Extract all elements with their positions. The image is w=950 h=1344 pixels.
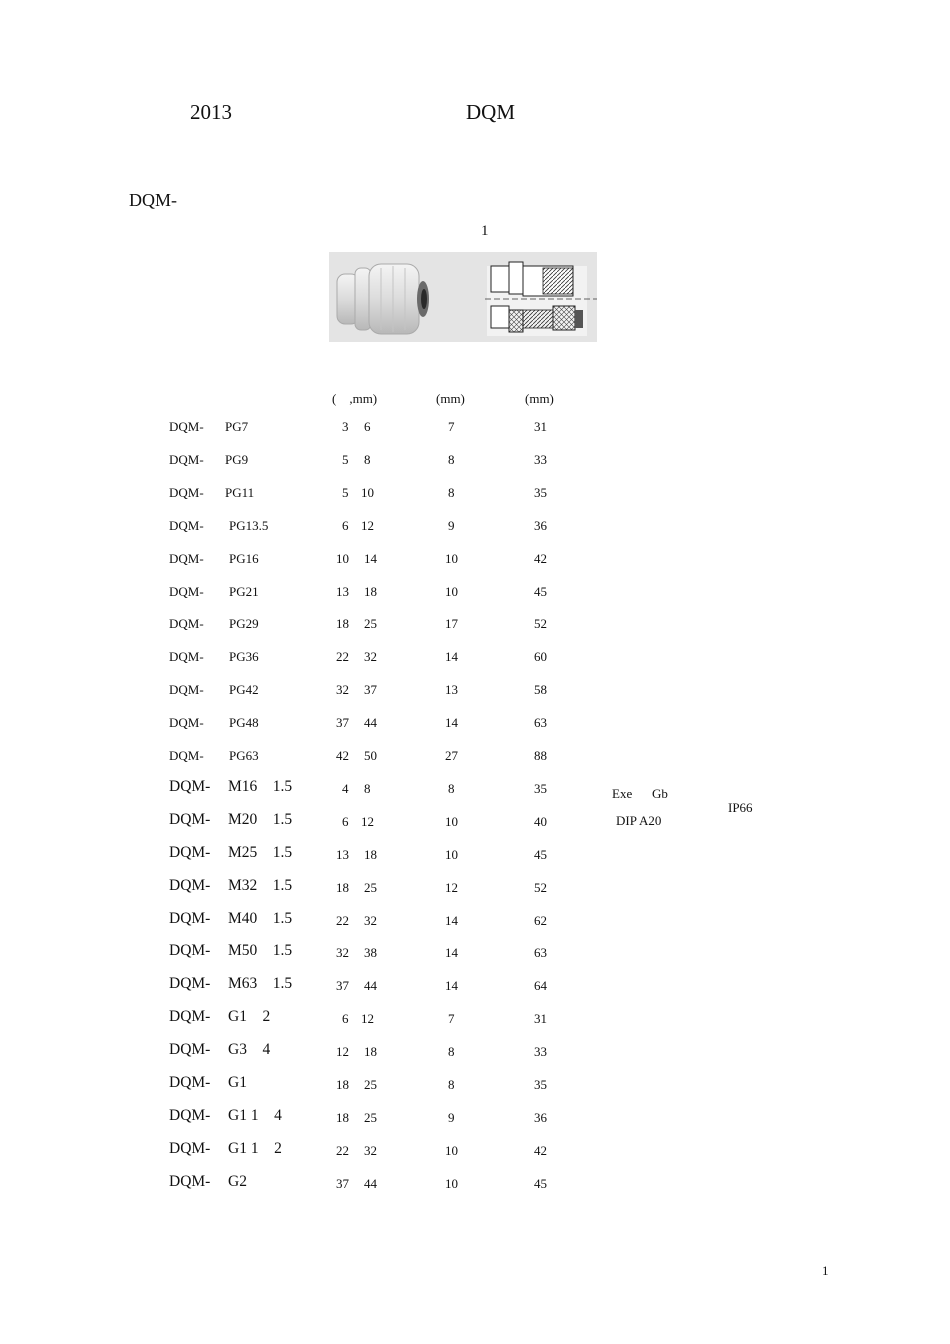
row-cable-max: 6 bbox=[364, 419, 371, 434]
row-cable-min: 13 bbox=[336, 584, 349, 599]
row-thread-length: 10 bbox=[445, 847, 458, 862]
row-size: PG11 bbox=[225, 485, 255, 500]
row-cable-max: 8 bbox=[364, 781, 371, 796]
row-height: 64 bbox=[534, 978, 547, 993]
row-thread-length: 10 bbox=[445, 584, 458, 599]
row-cable-max: 44 bbox=[364, 1176, 377, 1191]
row-height: 42 bbox=[534, 551, 547, 566]
note-ip: IP66 bbox=[728, 800, 753, 815]
row-height: 63 bbox=[534, 715, 547, 730]
row-cable-max: 12 bbox=[361, 814, 374, 829]
gland-photo bbox=[337, 264, 429, 334]
row-thread-length: 10 bbox=[445, 1143, 458, 1158]
row-cable-min: 12 bbox=[336, 1044, 349, 1059]
row-height: 52 bbox=[534, 616, 547, 631]
row-size: PG21 bbox=[229, 584, 259, 599]
row-model-prefix: DQM- bbox=[169, 715, 204, 730]
row-thread-length: 8 bbox=[448, 452, 455, 467]
cable-gland-figure bbox=[329, 252, 597, 342]
row-model-prefix: DQM- bbox=[169, 1008, 211, 1025]
row-model-prefix: DQM- bbox=[169, 584, 204, 599]
row-cable-min: 4 bbox=[342, 781, 349, 796]
row-size: PG16 bbox=[229, 551, 259, 566]
row-height: 40 bbox=[534, 814, 547, 829]
row-cable-min: 18 bbox=[336, 1110, 349, 1125]
row-thread-length: 7 bbox=[448, 1011, 455, 1026]
row-height: 63 bbox=[534, 945, 547, 960]
row-cable-min: 6 bbox=[342, 518, 349, 533]
row-size: PG7 bbox=[225, 419, 249, 434]
note-dip: DIP A20 bbox=[616, 813, 662, 828]
row-size: G1 2 bbox=[228, 1008, 271, 1025]
row-thread-length: 9 bbox=[448, 1110, 455, 1125]
row-height: 45 bbox=[534, 847, 547, 862]
row-model-prefix: DQM- bbox=[169, 616, 204, 631]
row-model-prefix: DQM- bbox=[169, 1074, 211, 1091]
cable-gland-illustration bbox=[329, 252, 597, 342]
row-cable-max: 32 bbox=[364, 913, 377, 928]
row-height: 45 bbox=[534, 584, 547, 599]
row-size: G2 bbox=[228, 1173, 247, 1190]
row-cable-min: 32 bbox=[336, 945, 349, 960]
row-cable-max: 25 bbox=[364, 880, 377, 895]
row-cable-max: 38 bbox=[364, 945, 377, 960]
row-model-prefix: DQM- bbox=[169, 748, 204, 763]
header-thread-length: (mm) bbox=[436, 391, 465, 406]
row-thread-length: 14 bbox=[445, 978, 458, 993]
row-cable-min: 5 bbox=[342, 485, 349, 500]
section-title: DQM- bbox=[129, 190, 177, 210]
row-size: PG36 bbox=[229, 649, 259, 664]
row-height: 31 bbox=[534, 419, 547, 434]
row-cable-min: 42 bbox=[336, 748, 349, 763]
row-thread-length: 7 bbox=[448, 419, 455, 434]
row-height: 33 bbox=[534, 1044, 547, 1059]
header-cable-range: ( ,mm) bbox=[332, 391, 378, 406]
row-height: 36 bbox=[534, 518, 547, 533]
row-cable-min: 5 bbox=[342, 452, 349, 467]
row-model-prefix: DQM- bbox=[169, 551, 204, 566]
row-model-prefix: DQM- bbox=[169, 811, 211, 828]
row-cable-max: 25 bbox=[364, 1077, 377, 1092]
row-model-prefix: DQM- bbox=[169, 1140, 211, 1157]
row-cable-max: 8 bbox=[364, 452, 371, 467]
row-thread-length: 14 bbox=[445, 945, 458, 960]
row-height: 35 bbox=[534, 485, 547, 500]
row-size: G3 4 bbox=[228, 1041, 271, 1058]
note-gb: Gb bbox=[652, 786, 668, 801]
row-model-prefix: DQM- bbox=[169, 485, 204, 500]
row-model-prefix: DQM- bbox=[169, 877, 211, 894]
row-cable-min: 37 bbox=[336, 978, 349, 993]
row-size: G1 1 4 bbox=[228, 1107, 282, 1124]
row-height: 35 bbox=[534, 1077, 547, 1092]
row-cable-min: 18 bbox=[336, 1077, 349, 1092]
row-cable-min: 32 bbox=[336, 682, 349, 697]
row-size: M32 1.5 bbox=[228, 877, 293, 894]
row-height: 35 bbox=[534, 781, 547, 796]
row-thread-length: 14 bbox=[445, 913, 458, 928]
row-cable-max: 18 bbox=[364, 847, 377, 862]
row-thread-length: 17 bbox=[445, 616, 458, 631]
row-thread-length: 12 bbox=[445, 880, 458, 895]
row-model-prefix: DQM- bbox=[169, 1041, 211, 1058]
row-size: M63 1.5 bbox=[228, 975, 293, 992]
row-size: M20 1.5 bbox=[228, 811, 293, 828]
row-cable-min: 22 bbox=[336, 1143, 349, 1158]
row-thread-length: 10 bbox=[445, 814, 458, 829]
row-cable-max: 10 bbox=[361, 485, 374, 500]
row-cable-min: 18 bbox=[336, 616, 349, 631]
row-height: 31 bbox=[534, 1011, 547, 1026]
row-cable-min: 3 bbox=[342, 419, 349, 434]
row-thread-length: 14 bbox=[445, 649, 458, 664]
row-size: M50 1.5 bbox=[228, 942, 293, 959]
row-thread-length: 8 bbox=[448, 781, 455, 796]
row-size: PG29 bbox=[229, 616, 259, 631]
row-thread-length: 27 bbox=[445, 748, 458, 763]
row-thread-length: 9 bbox=[448, 518, 455, 533]
row-thread-length: 13 bbox=[445, 682, 458, 697]
row-model-prefix: DQM- bbox=[169, 518, 204, 533]
row-cable-min: 22 bbox=[336, 913, 349, 928]
row-height: 45 bbox=[534, 1176, 547, 1191]
row-cable-max: 32 bbox=[364, 1143, 377, 1158]
row-thread-length: 8 bbox=[448, 1077, 455, 1092]
row-model-prefix: DQM- bbox=[169, 778, 211, 795]
row-thread-length: 10 bbox=[445, 1176, 458, 1191]
row-height: 58 bbox=[534, 682, 547, 697]
row-model-prefix: DQM- bbox=[169, 942, 211, 959]
row-thread-length: 8 bbox=[448, 485, 455, 500]
row-model-prefix: DQM- bbox=[169, 1173, 211, 1190]
row-cable-min: 13 bbox=[336, 847, 349, 862]
row-height: 42 bbox=[534, 1143, 547, 1158]
row-cable-max: 12 bbox=[361, 1011, 374, 1026]
row-model-prefix: DQM- bbox=[169, 649, 204, 664]
row-height: 52 bbox=[534, 880, 547, 895]
row-thread-length: 8 bbox=[448, 1044, 455, 1059]
row-cable-min: 22 bbox=[336, 649, 349, 664]
row-size: PG63 bbox=[229, 748, 259, 763]
row-cable-max: 18 bbox=[364, 1044, 377, 1059]
row-cable-max: 12 bbox=[361, 518, 374, 533]
page-number: 1 bbox=[822, 1263, 829, 1278]
row-cable-min: 37 bbox=[336, 715, 349, 730]
header-brand: DQM bbox=[466, 100, 516, 124]
row-height: 62 bbox=[534, 913, 547, 928]
row-cable-max: 50 bbox=[364, 748, 377, 763]
row-cable-max: 44 bbox=[364, 978, 377, 993]
row-thread-length: 14 bbox=[445, 715, 458, 730]
row-size: G1 1 2 bbox=[228, 1140, 282, 1157]
note-exe: Exe bbox=[612, 786, 633, 801]
row-model-prefix: DQM- bbox=[169, 682, 204, 697]
row-model-prefix: DQM- bbox=[169, 452, 204, 467]
row-model-prefix: DQM- bbox=[169, 1107, 211, 1124]
row-model-prefix: DQM- bbox=[169, 975, 211, 992]
row-size: PG13.5 bbox=[229, 518, 269, 533]
row-height: 88 bbox=[534, 748, 547, 763]
row-height: 36 bbox=[534, 1110, 547, 1125]
row-model-prefix: DQM- bbox=[169, 419, 204, 434]
row-cable-max: 25 bbox=[364, 616, 377, 631]
row-cable-max: 25 bbox=[364, 1110, 377, 1125]
row-model-prefix: DQM- bbox=[169, 844, 211, 861]
row-cable-max: 44 bbox=[364, 715, 377, 730]
gland-cross-section bbox=[485, 262, 597, 336]
row-height: 60 bbox=[534, 649, 547, 664]
figure-number: 1 bbox=[481, 223, 489, 239]
row-thread-length: 10 bbox=[445, 551, 458, 566]
row-cable-min: 10 bbox=[336, 551, 349, 566]
row-size: M25 1.5 bbox=[228, 844, 293, 861]
row-size: M16 1.5 bbox=[228, 778, 293, 795]
row-height: 33 bbox=[534, 452, 547, 467]
header-year: 2013 bbox=[190, 100, 232, 124]
row-size: M40 1.5 bbox=[228, 910, 293, 927]
row-cable-min: 37 bbox=[336, 1176, 349, 1191]
header-height: (mm) bbox=[525, 391, 554, 406]
row-cable-max: 14 bbox=[364, 551, 377, 566]
row-cable-max: 37 bbox=[364, 682, 377, 697]
row-size: G1 bbox=[228, 1074, 247, 1091]
row-cable-min: 6 bbox=[342, 1011, 349, 1026]
row-cable-min: 6 bbox=[342, 814, 349, 829]
row-size: PG48 bbox=[229, 715, 259, 730]
row-cable-max: 18 bbox=[364, 584, 377, 599]
row-size: PG9 bbox=[225, 452, 249, 467]
row-cable-max: 32 bbox=[364, 649, 377, 664]
row-cable-min: 18 bbox=[336, 880, 349, 895]
row-size: PG42 bbox=[229, 682, 259, 697]
row-model-prefix: DQM- bbox=[169, 910, 211, 927]
